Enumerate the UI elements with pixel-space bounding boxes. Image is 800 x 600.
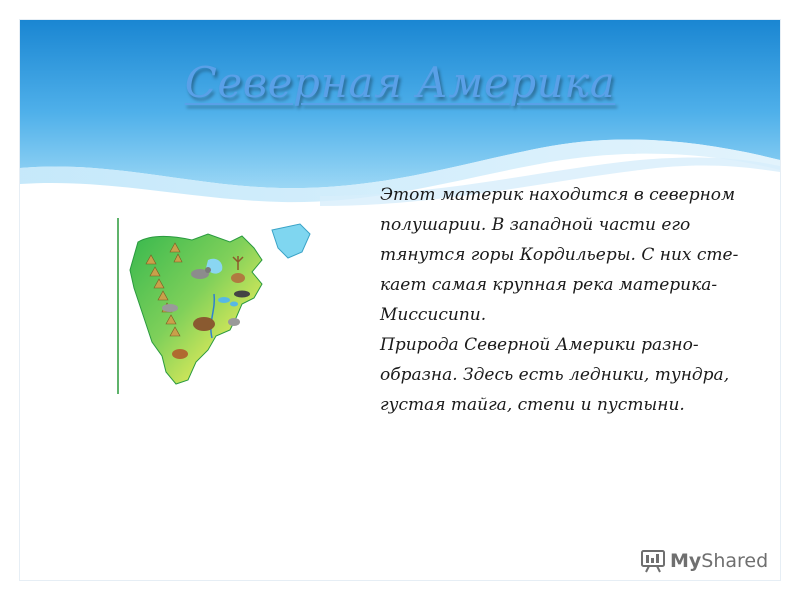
brand-shared: Shared (701, 550, 769, 572)
text-line: Миссисипи. (380, 305, 487, 325)
text-line: кает самая крупная река материка- (380, 275, 718, 295)
text-line: Природа Северной Америки разно- (380, 335, 699, 355)
page-title: Северная Америка (184, 58, 616, 107)
text-line: образна. Здесь есть ледники, тундра, (380, 365, 730, 385)
text-line: густая тайга, степи и пустыни. (380, 395, 685, 415)
brand-my: My (670, 550, 702, 572)
brand-name (670, 550, 768, 572)
body-text (380, 180, 780, 420)
text-line: полушарии. В западной части его (380, 215, 691, 235)
myshared-logo[interactable] (640, 548, 768, 574)
presentation-board-icon (640, 548, 666, 574)
slide (20, 20, 780, 580)
text-line: Этот материк находится в северном (380, 185, 736, 205)
north-america-map-icon (112, 212, 312, 397)
text-line: тянутся горы Кордильеры. С них сте- (380, 245, 739, 265)
